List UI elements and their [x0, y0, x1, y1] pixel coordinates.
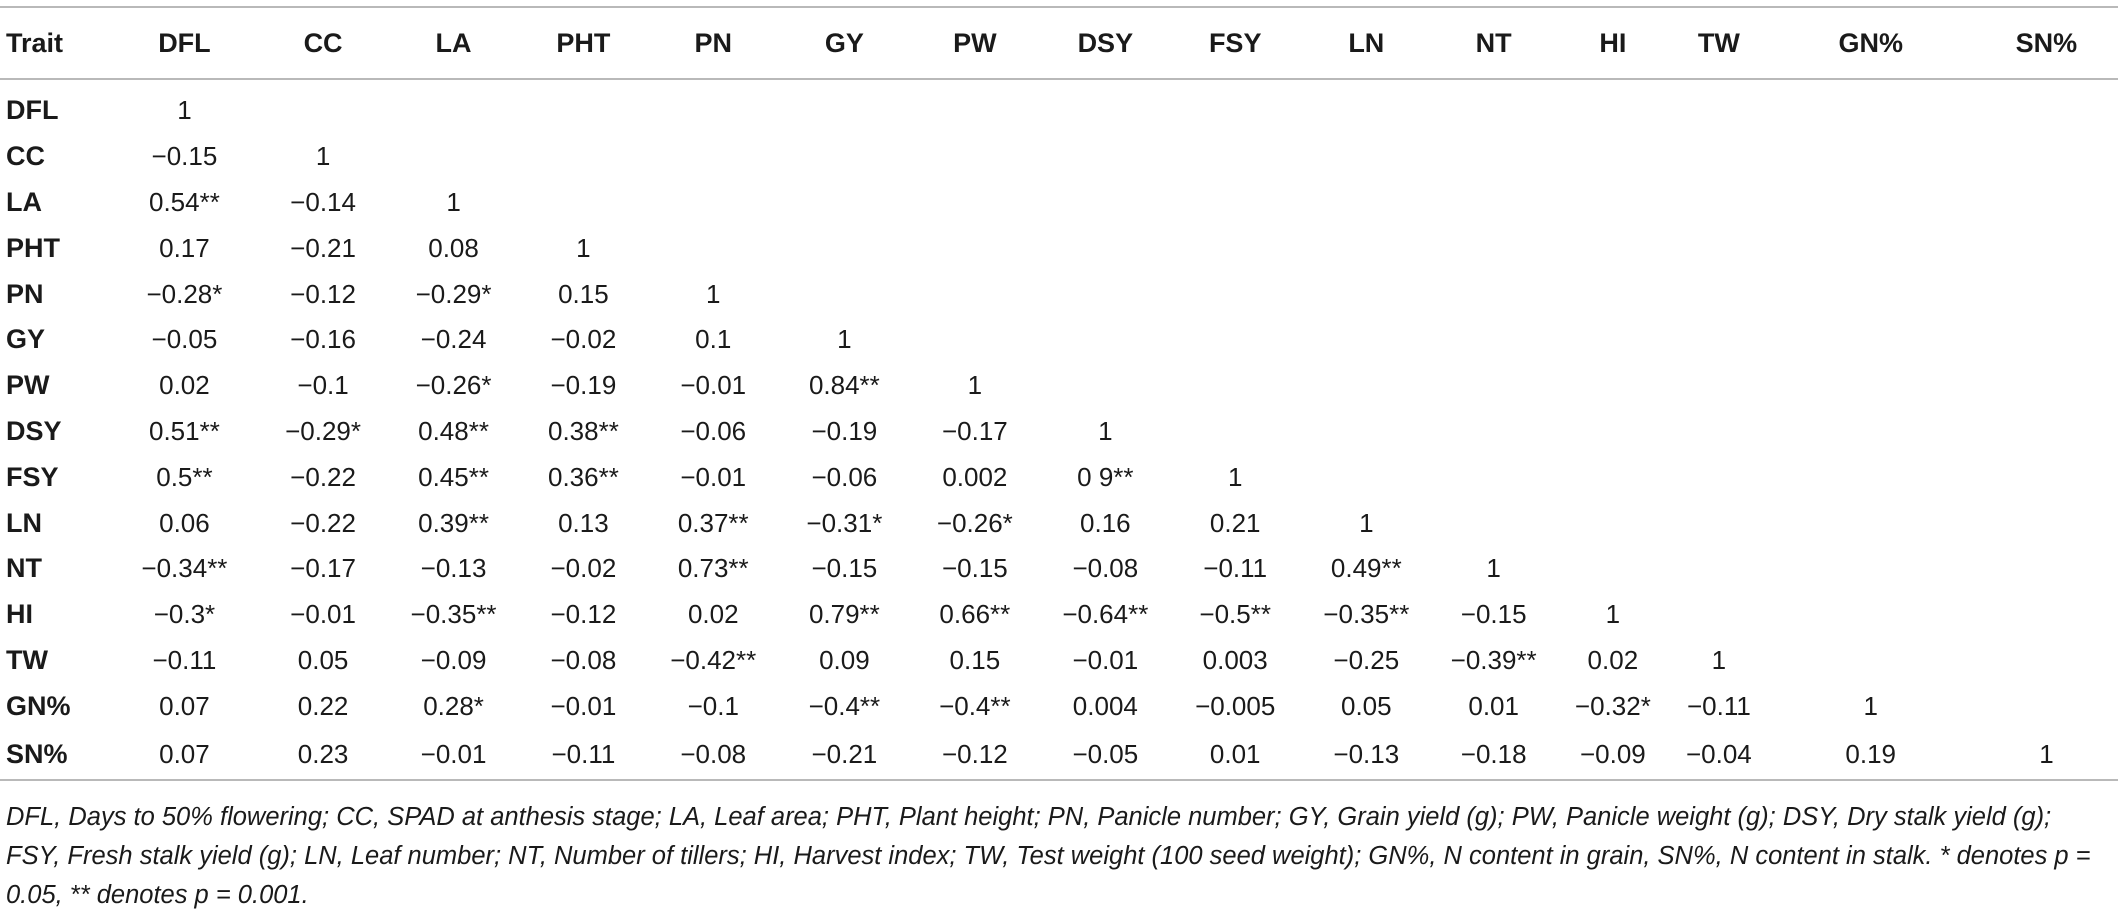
table-row [0, 271, 2118, 317]
table-cell: 1 [446, 186, 461, 217]
table-cell: −0.01 [388, 729, 520, 780]
empty-cell [1555, 180, 1672, 226]
table-cell: 0.51** [149, 415, 220, 446]
empty-cell [1555, 500, 1672, 546]
row-label: CC [6, 141, 45, 172]
table-cell: −0.05 [1040, 729, 1170, 780]
table-cell: 0.79** [808, 599, 880, 630]
row-label: NT [6, 553, 42, 584]
empty-cell [779, 271, 909, 317]
empty-cell [1555, 546, 1672, 592]
empty-cell [1171, 180, 1300, 226]
table-cell: −0.26* [415, 370, 492, 401]
table-cell: 0.48** [418, 415, 489, 446]
empty-cell [388, 79, 520, 134]
table-body [0, 79, 2118, 780]
table-cell: 0.73** [677, 553, 749, 584]
table-cell: −0.4** [939, 690, 1011, 721]
empty-cell [1171, 317, 1300, 363]
table-cell: 0.05 [1341, 690, 1392, 721]
column-header: NT [1433, 7, 1555, 79]
table-cell: −0.04 [1671, 729, 1766, 780]
table-cell: −0.42** [670, 644, 757, 675]
table-cell: 0.02 [159, 370, 210, 401]
table-header [0, 7, 2118, 79]
table-row [0, 317, 2118, 363]
empty-cell [1975, 638, 2118, 684]
empty-cell [1975, 79, 2118, 134]
table-cell: 0.49** [1330, 553, 1402, 584]
table-cell: 0.004 [1072, 690, 1138, 721]
table-cell: −0.31* [806, 507, 883, 538]
table-cell: −0.11 [152, 644, 217, 675]
empty-cell [1671, 79, 1766, 134]
table-row [0, 638, 2118, 684]
table-cell: −0.16 [290, 324, 356, 355]
empty-cell [1171, 363, 1300, 409]
column-header: FSY [1171, 7, 1300, 79]
empty-cell [1555, 363, 1672, 409]
row-label: LA [6, 186, 42, 217]
empty-cell [1433, 79, 1555, 134]
table-cell: −0.34** [141, 553, 228, 584]
empty-cell [1300, 79, 1433, 134]
row-label: PHT [6, 232, 60, 263]
empty-cell [1767, 134, 1975, 180]
empty-cell [910, 317, 1040, 363]
table-cell: −0.15 [151, 141, 218, 172]
table-cell: −0.1 [687, 690, 739, 721]
table-cell: 0.15 [558, 278, 609, 309]
table-cell: 1 [1098, 415, 1113, 446]
table-cell: 1 [1227, 461, 1243, 492]
empty-cell [1767, 592, 1975, 638]
table-cell: −0.14 [290, 186, 356, 217]
header-row [0, 7, 2118, 79]
table-cell: −0.02 [550, 553, 617, 584]
table-cell: 1 [706, 278, 721, 309]
table-cell: −0.13 [1300, 729, 1433, 780]
empty-cell [388, 134, 520, 180]
table-cell: 0.5** [156, 461, 213, 492]
empty-cell [519, 180, 647, 226]
table-cell: 0.002 [942, 461, 1008, 492]
empty-cell [910, 225, 1040, 271]
empty-cell [1555, 409, 1672, 455]
empty-cell [1671, 271, 1766, 317]
empty-cell [779, 134, 909, 180]
table-cell: 0.01 [1171, 729, 1300, 780]
table-cell: −0.64** [1062, 599, 1149, 630]
table-cell: −0.35** [410, 599, 497, 630]
empty-cell [1671, 546, 1766, 592]
table-cell: −0.09 [1555, 729, 1672, 780]
empty-cell [519, 134, 647, 180]
empty-cell [1671, 592, 1766, 638]
table-cell: 0.28* [423, 690, 484, 721]
empty-cell [1767, 638, 1975, 684]
table-cell: 0.17 [159, 232, 210, 263]
table-cell: 0.003 [1202, 644, 1268, 675]
empty-cell [779, 180, 909, 226]
table-cell: 0.01 [1468, 690, 1519, 721]
empty-cell [910, 79, 1040, 134]
table-cell: 0.37** [677, 507, 749, 538]
table-cell: −0.01 [680, 370, 747, 401]
empty-cell [1433, 363, 1555, 409]
empty-cell [1767, 363, 1975, 409]
empty-cell [1300, 180, 1433, 226]
empty-cell [1767, 180, 1975, 226]
table-cell: −0.11 [1203, 553, 1268, 584]
empty-cell [647, 79, 779, 134]
table-cell: 1 [1975, 729, 2118, 780]
table-cell: 0.02 [1587, 644, 1639, 675]
table-cell: 1 [837, 324, 852, 355]
column-header: HI [1555, 7, 1672, 79]
table-row [0, 729, 2118, 780]
column-header: LA [388, 7, 520, 79]
table-cell: 0.07 [110, 729, 258, 780]
row-label: DFL [6, 95, 59, 126]
empty-cell [1975, 134, 2118, 180]
row-label: GY [6, 324, 46, 355]
empty-cell [1171, 225, 1300, 271]
table-cell: −0.17 [290, 553, 356, 584]
table-cell: 0.05 [297, 644, 349, 675]
empty-cell [1767, 546, 1975, 592]
empty-cell [779, 79, 909, 134]
table-cell: 0.45** [418, 461, 489, 492]
table-cell: 1 [1711, 644, 1727, 675]
column-header: TW [1671, 7, 1766, 79]
table-cell: 0.84** [808, 370, 880, 401]
table-cell: 0.38** [547, 415, 619, 446]
empty-cell [1171, 409, 1300, 455]
table-cell: −0.15 [811, 553, 878, 584]
empty-cell [1671, 363, 1766, 409]
table-cell: 0.54** [149, 186, 220, 217]
empty-cell [1767, 225, 1975, 271]
table-cell: 0.09 [819, 644, 870, 675]
table-cell: −0.08 [550, 644, 617, 675]
table-row [0, 592, 2118, 638]
table-cell: −0.1 [297, 370, 349, 401]
table-cell: 0.66** [939, 599, 1011, 630]
table-cell: 0.21 [1209, 507, 1261, 538]
table-row [0, 225, 2118, 271]
empty-cell [910, 271, 1040, 317]
table-cell: 0.02 [687, 599, 739, 630]
empty-cell [1433, 134, 1555, 180]
table-cell: 1 [315, 141, 331, 172]
row-label: HI [6, 599, 33, 630]
empty-cell [1300, 134, 1433, 180]
column-header: CC [258, 7, 387, 79]
table-cell: −0.19 [550, 370, 617, 401]
table-cell: −0.18 [1433, 729, 1555, 780]
table-cell: −0.5** [1199, 599, 1271, 630]
empty-cell [1433, 500, 1555, 546]
table-cell: −0.06 [811, 461, 878, 492]
column-header: DFL [110, 7, 258, 79]
table-cell: 0.08 [428, 232, 479, 263]
table-cell: 1 [1863, 690, 1878, 721]
empty-cell [1433, 271, 1555, 317]
empty-cell [1671, 134, 1766, 180]
table-cell: −0.29* [285, 415, 362, 446]
table-cell: 0.23 [258, 729, 387, 780]
row-label: PW [6, 370, 50, 401]
row-label: TW [6, 644, 48, 675]
table-cell: 0 9** [1077, 461, 1134, 492]
table-cell: −0.02 [550, 324, 617, 355]
table-cell: −0.005 [1195, 690, 1276, 721]
empty-cell [1171, 134, 1300, 180]
table-cell: 0.36** [547, 461, 619, 492]
empty-cell [519, 79, 647, 134]
table-cell: −0.11 [1686, 690, 1751, 721]
empty-cell [1671, 225, 1766, 271]
table-cell: −0.08 [1072, 553, 1139, 584]
empty-cell [1040, 317, 1170, 363]
table-cell: −0.06 [680, 415, 747, 446]
table-cell: 1 [177, 95, 192, 126]
table-cell: 0.39** [418, 507, 489, 538]
table-footnote: DFL, Days to 50% flowering; CC, SPAD at anthesis stage; LA, Leaf area; PHT, Plant height; PN, Panicle number; GY, Grain yield (g); PW, Panicle weight (g); DSY, Dry stalk yield (g); FSY, Fresh stalk yield (g); LN, Leaf number; NT, Number of tillers; HI, Harvest index; TW, Test weight (100 seed weight); GN%, N content in grain, SN%, N content in stalk. * denotes p = 0.05, ** denotes p = 0.001. [6, 803, 2091, 909]
row-label: GN% [6, 690, 71, 721]
table-cell: −0.28* [146, 278, 223, 309]
table-cell: 0.16 [1080, 507, 1131, 538]
column-header: LN [1300, 7, 1433, 79]
empty-cell [1975, 180, 2118, 226]
table-cell: 0.07 [159, 690, 210, 721]
table-row [0, 546, 2118, 592]
column-header: PW [910, 7, 1040, 79]
empty-cell [1433, 454, 1555, 500]
empty-cell [1975, 317, 2118, 363]
table-cell: −0.4** [808, 690, 881, 721]
table-cell: −0.12 [910, 729, 1040, 780]
empty-cell [1671, 409, 1766, 455]
empty-cell [1975, 546, 2118, 592]
table-cell: −0.15 [1460, 599, 1527, 630]
empty-cell [1555, 454, 1672, 500]
empty-cell [779, 225, 909, 271]
table-cell: 1 [1359, 507, 1374, 538]
table-cell: −0.21 [290, 232, 356, 263]
table-cell: −0.25 [1333, 644, 1400, 675]
row-label: FSY [6, 461, 59, 492]
table-cell: 1 [967, 370, 983, 401]
empty-cell [1300, 363, 1433, 409]
empty-cell [1975, 363, 2118, 409]
empty-cell [258, 79, 387, 134]
table-cell: 0.06 [159, 507, 210, 538]
empty-cell [1555, 317, 1672, 363]
column-header: SN% [1975, 7, 2118, 79]
table-cell: −0.11 [519, 729, 647, 780]
empty-cell [1433, 317, 1555, 363]
table-cell: 0.13 [558, 507, 609, 538]
empty-cell [1555, 271, 1672, 317]
table-cell: 0.1 [695, 324, 732, 355]
empty-cell [1040, 79, 1170, 134]
table-cell: −0.05 [151, 324, 218, 355]
column-header: GN% [1767, 7, 1975, 79]
table-cell: −0.09 [420, 644, 487, 675]
empty-cell [1171, 271, 1300, 317]
empty-cell [1300, 271, 1433, 317]
table-cell: −0.35** [1323, 599, 1410, 630]
table-cell: −0.01 [290, 599, 356, 630]
empty-cell [1975, 592, 2118, 638]
empty-cell [1975, 454, 2118, 500]
table-cell: −0.22 [290, 461, 356, 492]
table-cell: 0.15 [949, 644, 1001, 675]
table-cell: 1 [1486, 553, 1501, 584]
empty-cell [1767, 500, 1975, 546]
table-cell: 1 [576, 232, 591, 263]
row-label: DSY [6, 415, 62, 446]
column-header: PHT [519, 7, 647, 79]
column-header: GY [779, 7, 909, 79]
empty-cell [1040, 225, 1170, 271]
empty-cell [910, 180, 1040, 226]
table-cell: −0.24 [420, 324, 487, 355]
empty-cell [1767, 271, 1975, 317]
empty-cell [1671, 180, 1766, 226]
empty-cell [1767, 409, 1975, 455]
empty-cell [1975, 683, 2118, 729]
table-cell: −0.17 [941, 415, 1008, 446]
empty-cell [647, 225, 779, 271]
empty-cell [1040, 134, 1170, 180]
table-cell: −0.29* [415, 278, 492, 309]
row-label: SN% [0, 729, 110, 780]
empty-cell [1671, 500, 1766, 546]
empty-cell [647, 180, 779, 226]
correlation-table [0, 6, 2118, 781]
empty-cell [1171, 79, 1300, 134]
empty-cell [1975, 409, 2118, 455]
table-cell: −0.3* [153, 599, 216, 630]
empty-cell [1300, 225, 1433, 271]
table-cell: −0.13 [420, 553, 487, 584]
empty-cell [1767, 317, 1975, 363]
empty-cell [1300, 409, 1433, 455]
table-cell: 0.22 [297, 690, 349, 721]
table-row [0, 500, 2118, 546]
empty-cell [1433, 180, 1555, 226]
table-cell: −0.12 [550, 599, 617, 630]
table-cell: −0.01 [1072, 644, 1139, 675]
empty-cell [1300, 454, 1433, 500]
empty-cell [647, 134, 779, 180]
empty-cell [1767, 79, 1975, 134]
table-cell: −0.01 [680, 461, 747, 492]
table-cell: −0.22 [290, 507, 356, 538]
empty-cell [1300, 317, 1433, 363]
empty-cell [1975, 271, 2118, 317]
table-cell: −0.26* [936, 507, 1013, 538]
table-cell: −0.19 [811, 415, 878, 446]
table-row [0, 134, 2118, 180]
table-cell: 0.19 [1767, 729, 1975, 780]
table-row [0, 454, 2118, 500]
table-row [0, 79, 2118, 134]
empty-cell [1767, 454, 1975, 500]
empty-cell [1975, 500, 2118, 546]
row-label: LN [6, 507, 42, 538]
empty-cell [1040, 180, 1170, 226]
table-cell: −0.21 [779, 729, 909, 780]
table-cell: −0.01 [550, 690, 617, 721]
table-row [0, 180, 2118, 226]
table-row [0, 683, 2118, 729]
trait-column-header: Trait [0, 7, 110, 79]
empty-cell [1040, 363, 1170, 409]
empty-cell [1433, 409, 1555, 455]
empty-cell [910, 134, 1040, 180]
empty-cell [1671, 317, 1766, 363]
empty-cell [1975, 225, 2118, 271]
table-row [0, 363, 2118, 409]
empty-cell [1040, 271, 1170, 317]
empty-cell [1555, 134, 1672, 180]
table-cell: −0.32* [1574, 690, 1651, 721]
table-cell: −0.12 [290, 278, 356, 309]
table-cell: −0.39** [1450, 644, 1537, 675]
table-cell: 1 [1605, 599, 1621, 630]
table-cell: −0.08 [647, 729, 779, 780]
empty-cell [1671, 454, 1766, 500]
empty-cell [1433, 225, 1555, 271]
table-row [0, 409, 2118, 455]
empty-cell [1555, 79, 1672, 134]
row-label: PN [6, 278, 44, 309]
table-cell: −0.15 [941, 553, 1008, 584]
empty-cell [1555, 225, 1672, 271]
column-header: PN [647, 7, 779, 79]
column-header: DSY [1040, 7, 1170, 79]
